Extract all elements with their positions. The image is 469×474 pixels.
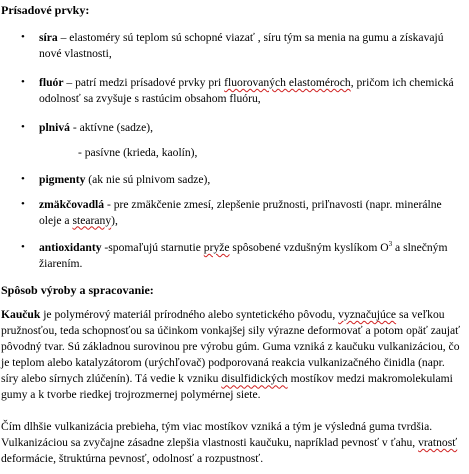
paragraph-text: mostíkov medzi makromolekulami gumy a k tvorbe riedkej trojrozmernej polymérnej siete. <box>1 372 453 402</box>
paragraph-kaucuk <box>1 307 463 404</box>
bullet-marker: • <box>21 241 25 253</box>
term-kaucuk: Kaučuk <box>1 308 41 321</box>
item-text: ), <box>111 213 118 227</box>
item-text: spôsobené vzdušným kyslíkom O <box>229 241 389 254</box>
paragraph-vulkanizacia <box>1 419 463 467</box>
list-item-plniva <box>39 120 455 136</box>
list-item-sira <box>39 30 455 61</box>
paragraph-text: Čím dlhšie vulkanizácia prebieha, tým viac mostíkov vzniká a tým je výsledná guma tvrdšia. Vulkanizáciou sa zvyčajne zásadne zlepšia vlastnosti kaučuku, napríklad pevnosť v ťahu, <box>1 420 433 450</box>
item-text: – elastoméry sú teplom sú schopné viazať , síru tým sa menia na gumu a získavajú nové vlastnosti, <box>39 31 444 60</box>
term-sira: síra <box>39 31 58 44</box>
spellcheck-flagged-text: disulfidických <box>221 372 288 386</box>
spellcheck-flagged-text: vyznačujúce <box>338 308 397 321</box>
term-pigmenty: pigmenty <box>39 173 86 186</box>
heading-method: Spôsob výroby a spracovanie: <box>1 283 154 297</box>
list-item-fluor <box>39 75 455 106</box>
item-text: -spomaľujú starnutie <box>101 241 204 254</box>
item-text: , pričom ich chemická odolnosť sa zvyšuje s rastúcim obsahom fluóru, <box>39 76 454 105</box>
heading-additives: Prísadové prvky: <box>1 3 90 17</box>
term-plniva: plnivá <box>39 121 70 134</box>
bullet-marker: • <box>21 198 25 210</box>
list-subitem-pasivne: - pasívne (krieda, kaolín), <box>78 146 198 159</box>
term-antioxidanty: antioxidanty <box>39 241 102 254</box>
bullet-marker: • <box>21 121 25 133</box>
term-fluor: fluór <box>39 76 64 89</box>
item-text: – patrí medzi prísadové prvky pri <box>63 76 225 89</box>
item-text: a slnečným žiarením. <box>39 241 448 270</box>
bullet-marker: • <box>21 31 25 43</box>
paragraph-text: deformácie, štruktúrna pevnosť, odolnosť a rozpustnosť. <box>1 452 264 466</box>
term-zmakcovadla: zmäkčovadlá <box>39 198 105 211</box>
item-text: (ak nie sú plnivom sadze), <box>85 173 211 186</box>
list-item-antioxidanty <box>39 240 455 271</box>
paragraph-text: je polymérový materiál prírodného alebo syntetického pôvodu, <box>40 308 339 321</box>
spellcheck-flagged-text: pryže <box>203 241 230 254</box>
paragraph-text: sa veľkou pružnosťou, teda schopnosťou sa účinkom vonkajšej sily výrazne deformovať a potom opäť zaujať pôvodný tvar. Sú základnou surovinou pre výrobu gúm. Guma vzniká z kaučuku vulkanizáciou, čo je teplom alebo katalyzátorom (urýchľovač) podporovaná reakcia vulkanizačného činidla (napr. síry alebo sírnych zlúčenín). Tá vedie k vzniku <box>1 308 461 386</box>
spellcheck-flagged-text: vratnosť <box>418 436 458 450</box>
list-item-pigmenty <box>39 172 455 188</box>
bullet-marker: • <box>21 173 25 185</box>
bullet-marker: • <box>21 76 25 88</box>
spellcheck-flagged-text: stearany <box>72 213 112 227</box>
superscript: 3 <box>388 240 393 249</box>
list-item-zmakcovadla <box>39 197 455 228</box>
item-text: - aktívne (sadze), <box>69 121 153 134</box>
item-text: - pre zmäkčenie zmesí, zlepšenie pružnosti, priľnavosti (napr. minerálne oleje a <box>39 198 442 227</box>
spellcheck-flagged-text: fluorovaných elastoméroch <box>224 76 351 89</box>
